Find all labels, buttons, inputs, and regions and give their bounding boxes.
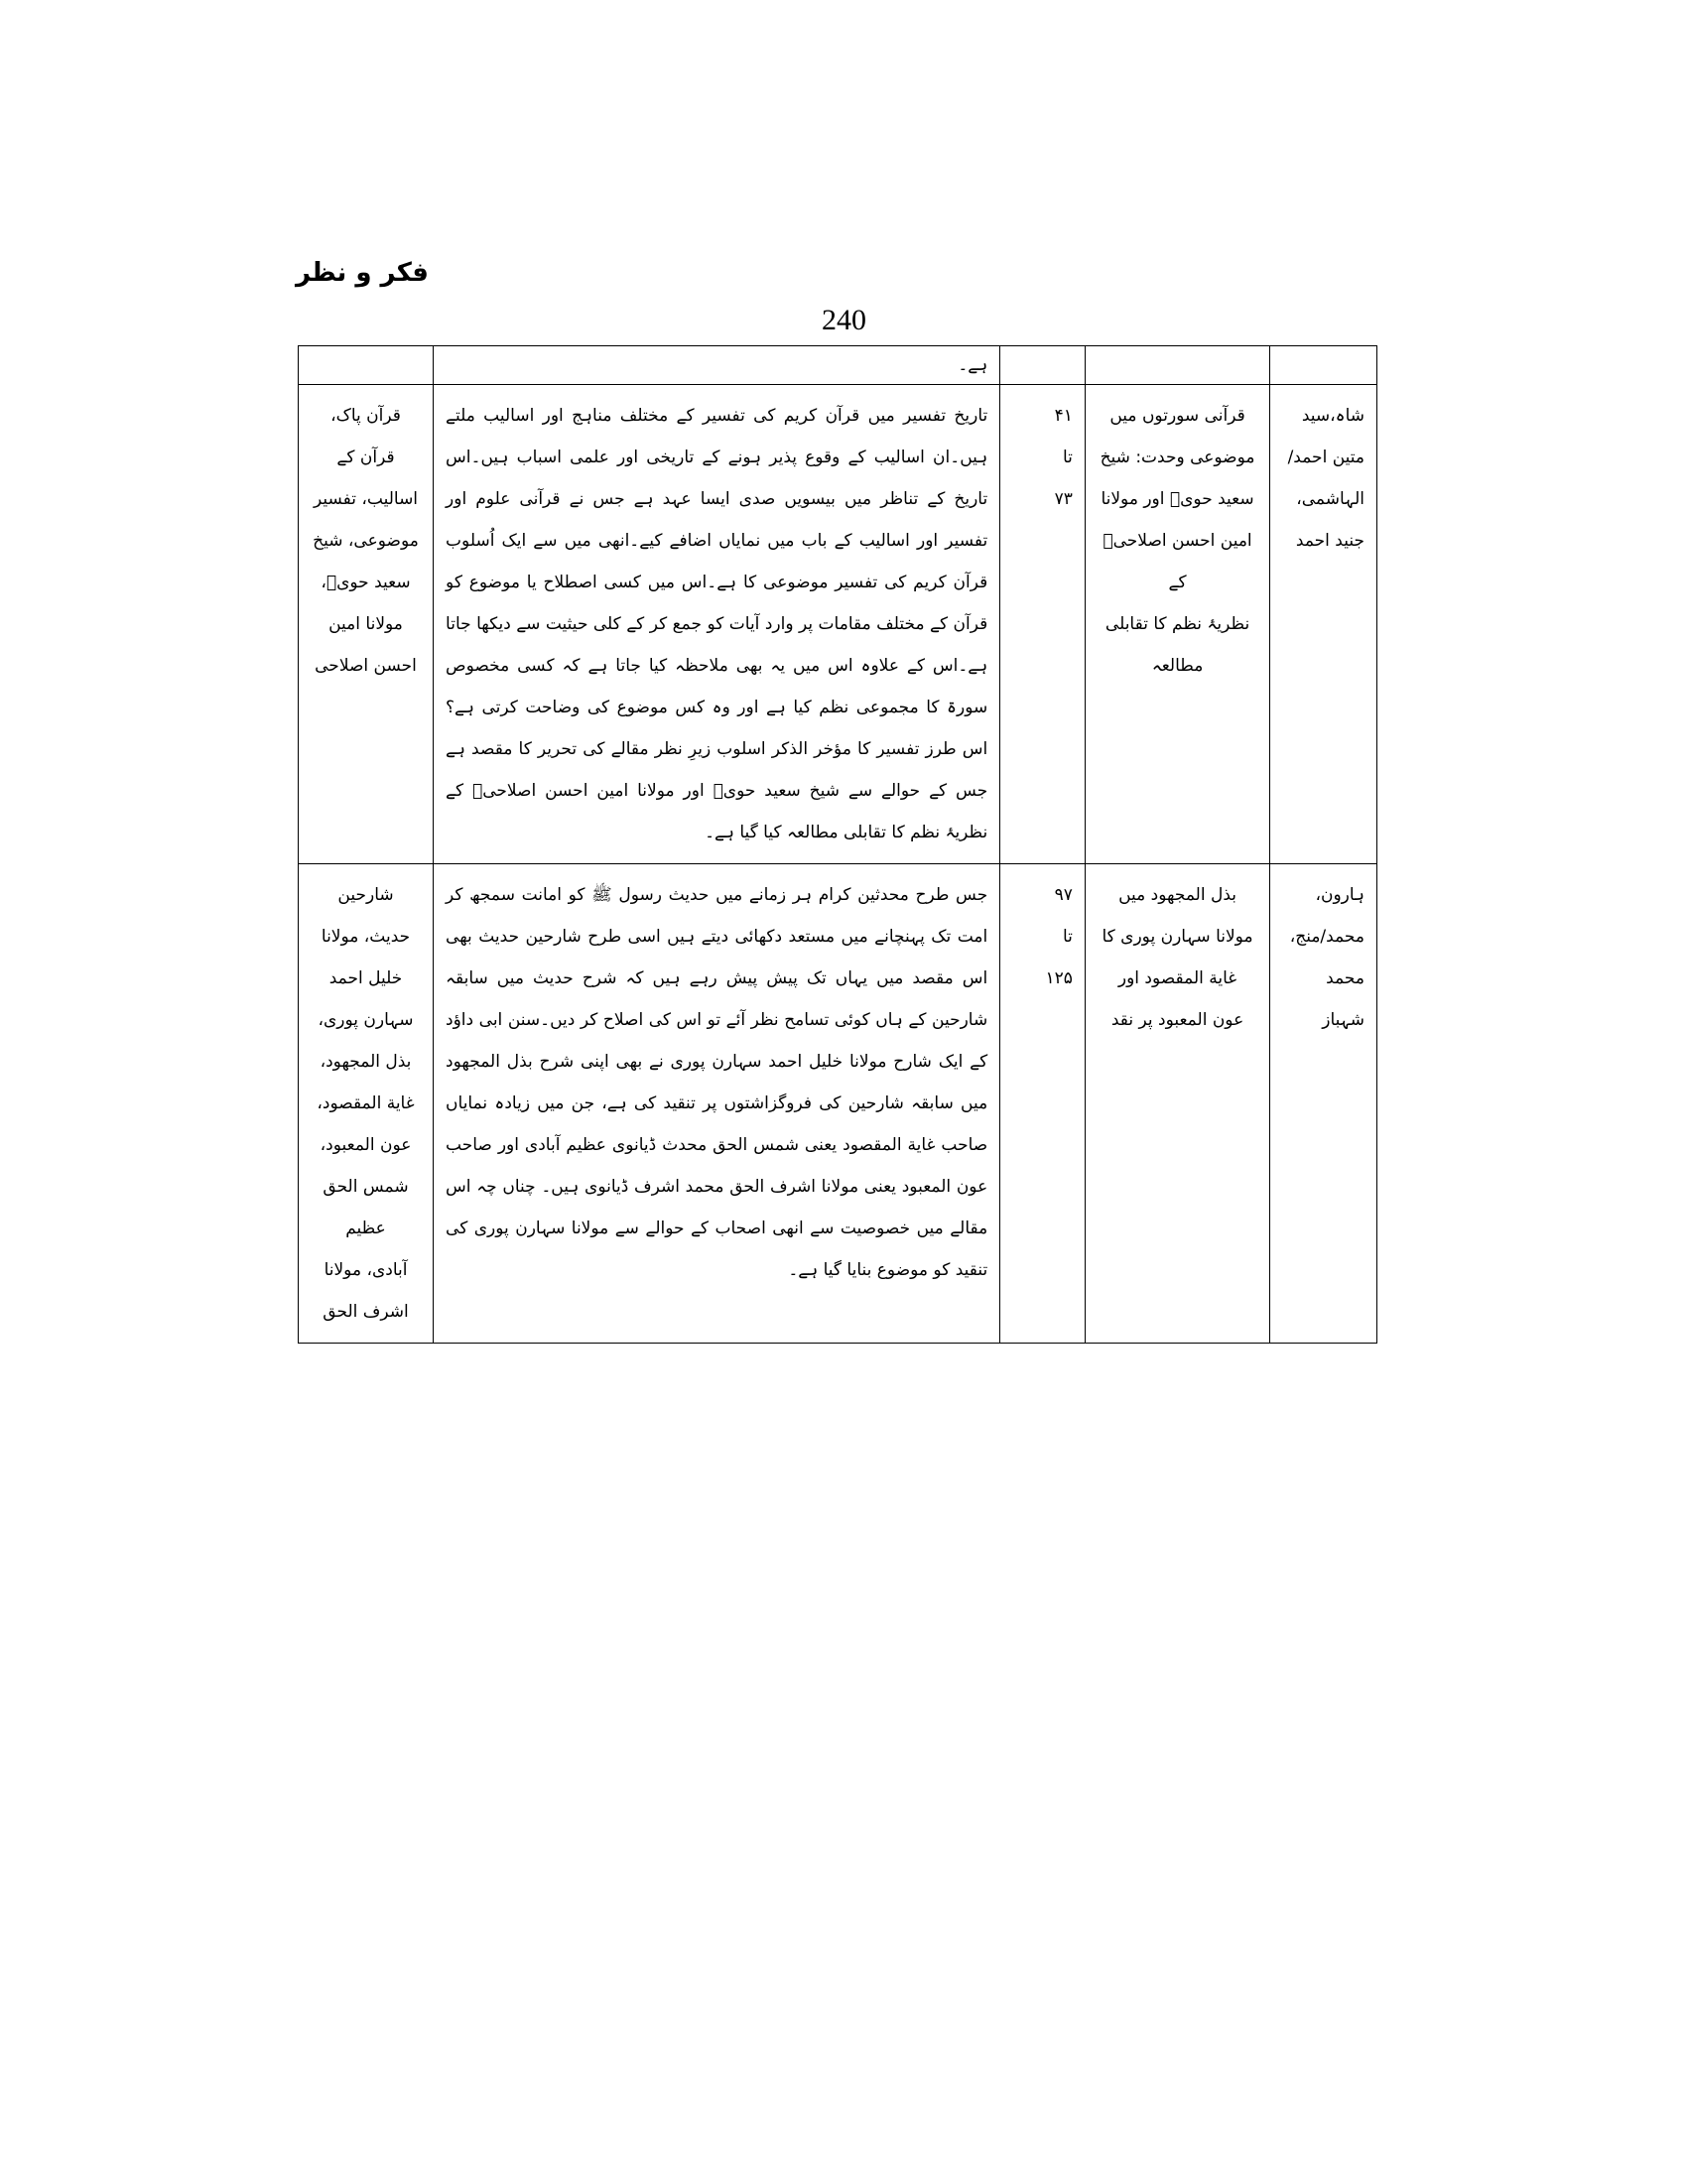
keyword-line: موضوعی، شیخ [313, 531, 419, 551]
page-start: ۹۷ [1054, 885, 1073, 905]
cell-authors-empty [1270, 346, 1377, 385]
table-row [299, 385, 1377, 864]
table-row-continuation [299, 346, 1377, 385]
keyword-line: سعید حویؒ، [321, 573, 411, 592]
keyword-line: عون المعبود، [320, 1135, 412, 1155]
title-line: عون المعبود پر نقد [1110, 1010, 1244, 1030]
keyword-line: سہارن پوری، [318, 1010, 414, 1030]
title-line: مولانا سہارن پوری کا [1102, 927, 1253, 947]
cell-pages [1000, 864, 1086, 1344]
keyword-line: قرآن پاک، [330, 406, 401, 426]
title-line: سعید حویؒ اور مولانا [1101, 489, 1254, 509]
author-line: محمد شہباز [1322, 968, 1364, 1030]
table-row [299, 864, 1377, 1344]
keyword-line: غاية المقصود، [317, 1093, 415, 1113]
title-line: غاية المقصود اور [1117, 968, 1237, 988]
cell-title [1085, 864, 1269, 1344]
cell-keywords-empty [299, 346, 434, 385]
page-to: تا [1062, 927, 1073, 947]
cell-pages-empty [1000, 346, 1086, 385]
author-line: متین احمد/ [1287, 448, 1364, 467]
keyword-line: احسن اصلاحی [315, 656, 417, 676]
keyword-line: خلیل احمد [328, 968, 403, 988]
title-line: قرآنی سورتوں میں [1109, 406, 1245, 426]
page-end: ۷۳ [1054, 489, 1073, 509]
title-line: مطالعہ [1151, 656, 1204, 676]
page-to: تا [1062, 448, 1073, 467]
cell-abstract-continuation: ہے۔ [434, 346, 1000, 385]
keyword-line: شارحین [337, 885, 394, 905]
author-line: ہارون، [1315, 885, 1364, 905]
keyword-line: اسالیب، تفسیر [313, 489, 419, 509]
keyword-line: اشرف الحق [323, 1302, 409, 1322]
cell-pages [1000, 385, 1086, 864]
keyword-line: شمس الحق عظیم [323, 1177, 409, 1238]
page-number: 240 [822, 304, 866, 336]
title-line: موضوعی وحدت: شیخ [1100, 448, 1255, 467]
cell-authors [1270, 864, 1377, 1344]
cell-abstract: تاریخ تفسیر میں قرآن کریم کی تفسیر کے مختلف مناہج اور اسالیب ملتے ہیں۔ان اسالیب کے وقوع پذیر ہونے کے تاریخی اور علمی اسباب ہیں۔اس تاریخ کے تناظر میں بیسویں صدی ایسا عہد ہے جس نے قرآنی علوم اور تفسیر اور اسالیب کے باب میں نمایاں اضافے کیے۔انھی میں سے ایک اُسلوب قرآن کریم کی تفسیر موضوعی کا ہے۔اس میں کسی اصطلاح یا موضوع کو قرآن کے مختلف مقامات پر وارد آیات کو جمع کر کے کلی حیثیت سے دیکھا جاتا ہے۔اس کے علاوہ اس میں یہ بھی ملاحظہ کیا جاتا ہے کہ کسی مخصوص سورۃ کا مجموعی نظم کیا ہے اور وہ کس موضوع کی وضاحت کرتی ہے؟ اس طرز تفسیر کا مؤخر الذکر اسلوب زیرِ نظر مقالے کی تحریر کا مقصد ہے جس کے حوالے سے شیخ سعید حویؒ اور مولانا امین احسن اصلاحیؒ کے نظریۂ نظم کا تقابلی مطالعہ کیا گیا ہے۔ [434, 385, 1000, 864]
cell-keywords [299, 864, 434, 1344]
keyword-line: حدیث، مولانا [321, 927, 411, 947]
title-line: نظریۂ نظم کا تقابلی [1104, 614, 1250, 634]
author-line: الہاشمی، [1296, 489, 1364, 509]
journal-title: فکر و نظر [296, 258, 429, 288]
article-table [298, 345, 1377, 1344]
keyword-line: آبادی، مولانا [324, 1260, 408, 1280]
title-line: بذل المجهود میں [1118, 885, 1236, 905]
cell-abstract: جس طرح محدثین کرام ہر زمانے میں حدیث رسول ﷺ کو امانت سمجھ کر امت تک پہنچانے میں مستعد دکھائی دیتے ہیں اسی طرح شارحین حدیث بھی اس مقصد میں یہاں تک پیش پیش رہے ہیں کہ شرح حدیث میں سابقہ شارحین کے ہاں کوئی تسامح نظر آئے تو اس کی اصلاح کر دیں۔سنن ابی داؤد کے ایک شارح مولانا خلیل احمد سہارن پوری نے بھی اپنی شرح بذل المجهود میں سابقہ شارحین کی فروگزاشتوں پر تنقید کی ہے، جن میں زیادہ نمایاں صاحب غاية المقصود یعنی شمس الحق محدث ڈیانوی عظیم آبادی اور صاحب عون المعبود یعنی مولانا اشرف الحق محمد اشرف ڈیانوی ہیں۔ چناں چہ اس مقالے میں خصوصیت سے انھی اصحاب کے حوالے سے مولانا سہارن پوری کی تنقید کو موضوع بنایا گیا ہے۔ [434, 864, 1000, 1344]
author-line: شاہ،سید [1301, 406, 1364, 426]
cell-authors [1270, 385, 1377, 864]
page-start: ۴۱ [1054, 406, 1073, 426]
cell-title-empty [1085, 346, 1269, 385]
keyword-line: مولانا امین [328, 614, 403, 634]
author-line: محمد/منج، [1289, 927, 1364, 947]
author-line: جنید احمد [1295, 531, 1364, 551]
keyword-line: بذل المجهود، [320, 1052, 412, 1072]
cell-title [1085, 385, 1269, 864]
title-line: امین احسن اصلاحیؒ کے [1103, 531, 1252, 592]
cell-keywords [299, 385, 434, 864]
page-end: ۱۲۵ [1045, 968, 1073, 988]
keyword-line: قرآن کے [336, 448, 395, 467]
